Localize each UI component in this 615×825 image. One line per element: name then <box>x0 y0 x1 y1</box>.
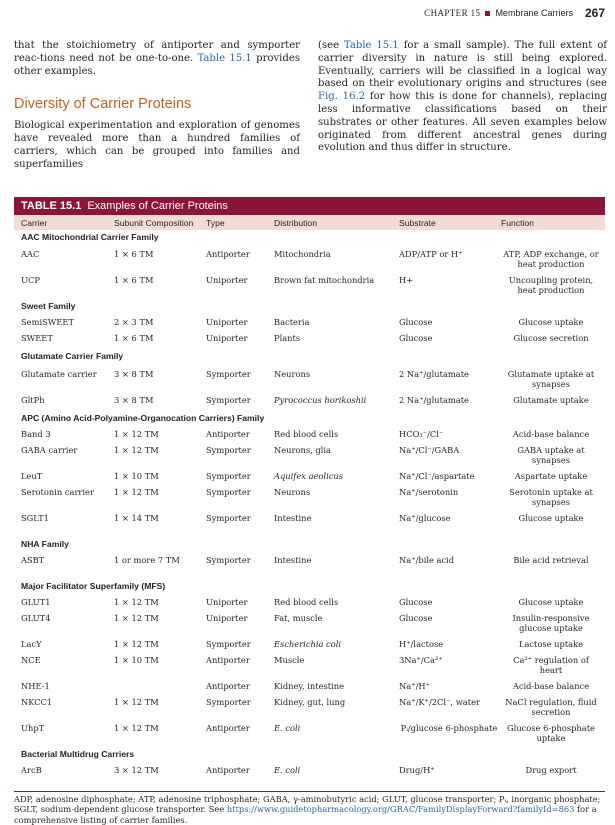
table-cell: Glucose <box>399 597 433 607</box>
right-column <box>318 40 607 155</box>
table-cell: Mitochondria <box>274 249 331 259</box>
table-cell: LeuT <box>21 471 43 481</box>
table-cell: Kidney, gut, lung <box>274 697 346 707</box>
table-cell: H⁺/lactose <box>399 639 444 649</box>
table-cell: 2 × 3 TM <box>114 317 154 327</box>
table-cell: Band 3 <box>21 429 51 439</box>
table-cell: Pyrococcus horikoshii <box>274 395 367 405</box>
table-cell: Glutamate uptake at synapses <box>507 369 595 390</box>
table-cell: Uniporter <box>206 317 248 327</box>
table-cell: 1 × 12 TM <box>114 639 159 649</box>
table-cell: 2 Na⁺/glutamate <box>399 369 469 379</box>
table-number: TABLE 15.1 <box>21 200 82 212</box>
table-cell: Symporter <box>206 395 251 405</box>
footnote-link[interactable]: https://www.guidetopharmacology.org/GRAC/FamilyDisplayForward?familyId=863 <box>226 804 575 815</box>
table-body <box>14 230 605 785</box>
square-bullet-icon <box>485 11 490 16</box>
family-heading: NHA Family <box>21 539 69 549</box>
table-cell: Symporter <box>206 513 251 523</box>
table-footnote <box>14 794 605 825</box>
table-cell: Na⁺/Cl⁻/aspartate <box>399 471 475 481</box>
table-cell: E. coli <box>274 723 301 733</box>
table-cell: Drug export <box>525 765 577 775</box>
table-cell: Plants <box>274 333 301 343</box>
section-heading: Diversity of Carrier Proteins <box>14 96 192 113</box>
table-cell: Na⁺/K⁺/2Cl⁻, water <box>399 697 480 707</box>
footnote-text: ADP, adenosine diphosphate; ATP, adenosine triphosphate; GABA, γ-aminobutyric acid; GLUT, glucose transporter; Pᵢ, inorganic phosphate; SGLT, sodium-dependent glucose transporter. See <box>14 794 601 815</box>
table-cell: H+ <box>399 275 414 285</box>
table-cell: Aquifex aeolicus <box>274 471 344 481</box>
table-cell: Na⁺/glucose <box>399 513 451 523</box>
table-cell: NaCl regulation, fluid secretion <box>505 697 597 718</box>
table-cell: 3 × 8 TM <box>114 369 154 379</box>
text-run: (see <box>318 40 344 51</box>
table-cell: Uniporter <box>206 333 248 343</box>
table-cell: Bile acid retrieval <box>513 555 589 565</box>
table-cell: Glucose secretion <box>513 333 589 343</box>
table-cell: NCE <box>21 655 41 665</box>
table-cell: Glucose uptake <box>518 597 584 607</box>
table-bottom-rule <box>14 791 605 792</box>
table-cell: Antiporter <box>206 655 250 665</box>
family-heading: Glutamate Carrier Family <box>21 351 124 361</box>
table-cell: Red blood cells <box>274 429 339 439</box>
table-cell: Na⁺/Cl⁻/GABA <box>399 445 460 455</box>
table-cell: SWEET <box>21 333 53 343</box>
table-cell: Antiporter <box>206 765 250 775</box>
table-cell: Bacteria <box>274 317 310 327</box>
table-cell: NHE-1 <box>21 681 50 691</box>
body-paragraph: Biological experimentation and exploration of genomes have revealed more than a hundred families of carriers, which can be grouped into families and superfamilies <box>14 120 300 170</box>
table-cell: Intestine <box>274 513 312 523</box>
figure-link[interactable]: Fig. 16.2 <box>318 91 366 103</box>
column-header: Distribution <box>274 218 317 228</box>
table-cell: 1 × 12 TM <box>114 723 159 733</box>
table-cell: UhpT <box>21 723 45 733</box>
table-cell: Lactose uptake <box>518 639 584 649</box>
table-cell: GltPh <box>21 395 45 405</box>
table-cell: Ca²⁺ regulation of heart <box>513 655 589 676</box>
page-number: 267 <box>584 6 605 20</box>
table-cell: Aspartate uptake <box>514 471 588 481</box>
family-heading: Bacterial Multidrug Carriers <box>21 749 135 759</box>
running-header <box>424 6 605 20</box>
table-cell: Uniporter <box>206 613 248 623</box>
table-cell: 1 × 10 TM <box>114 471 159 481</box>
table-cell: Muscle <box>274 655 305 665</box>
table-cell: Antiporter <box>206 723 250 733</box>
table-cell: LacY <box>21 639 42 649</box>
table-cell: ATP, ADP exchange, or heat production <box>503 249 599 270</box>
table-cell: Serotonin uptake at synapses <box>509 487 593 508</box>
table-cell: Neurons <box>274 487 311 497</box>
table-cell: Uncoupling protein, heat production <box>508 275 594 296</box>
text-run: tions need not be one-to-one. <box>39 52 198 64</box>
table-cell: UCP <box>21 275 40 285</box>
table-cell: GABA uptake at synapses <box>517 445 585 466</box>
table-cell: 1 × 6 TM <box>114 333 154 343</box>
table-cell: 1 × 12 TM <box>114 597 159 607</box>
table-cell: Neurons <box>274 369 311 379</box>
table-cell: Symporter <box>206 487 251 497</box>
table-cell: Na⁺/bile acid <box>399 555 455 565</box>
table-cell: Glucose <box>399 317 433 327</box>
footnote-text: for a comprehensive listing of carrier families. <box>14 804 597 825</box>
table-cell: 1 × 14 TM <box>114 513 159 523</box>
table-cell: Symporter <box>206 555 251 565</box>
table-cell: Glutamate uptake <box>513 395 589 405</box>
table-cell: Symporter <box>206 697 251 707</box>
table-link[interactable]: Table 15.1 <box>343 40 399 51</box>
table-cell: E. coli <box>274 765 301 775</box>
family-heading: APC (Amino Acid-Polyamine-Organocation Carriers) Family <box>21 413 265 423</box>
table-cell: 3 × 12 TM <box>114 765 159 775</box>
table-cell: SemiSWEET <box>21 317 74 327</box>
table-cell: 3 × 8 TM <box>114 395 154 405</box>
table-cell: Antiporter <box>206 429 250 439</box>
table-cell: Pᵢ/glucose 6-phosphate <box>400 723 498 733</box>
table-cell: Serotonin carrier <box>21 487 94 497</box>
table-cell: ASBT <box>21 555 45 565</box>
body-paragraph <box>318 40 607 155</box>
table-cell: SGLT1 <box>21 513 49 523</box>
table-cell: Na⁺/serotonin <box>399 487 459 497</box>
intro-paragraph <box>14 40 300 78</box>
table-cell: 1 × 12 TM <box>114 445 159 455</box>
table-cell: Antiporter <box>206 681 250 691</box>
table-cell: 1 × 12 TM <box>114 487 159 497</box>
table-cell: GLUT1 <box>21 597 51 607</box>
table-cell: Fat, muscle <box>274 613 323 623</box>
text-run: provides other examples. <box>14 52 301 77</box>
table-cell: NKCC1 <box>21 697 53 707</box>
table-cell: Brown fat mitochondria <box>274 275 375 285</box>
table-header-row <box>14 215 605 230</box>
table-cell: Glucose uptake <box>518 317 584 327</box>
table-cell: ADP/ATP or H⁺ <box>399 249 463 259</box>
table-cell: ArcB <box>21 765 42 775</box>
text-run: for a small sample). The full extent of carrier diversity in nature is still being explored. Eventually, carriers will be classified in a logical way based on their evolutionary origins and structures (see <box>318 40 608 90</box>
table-cell: Uniporter <box>206 597 248 607</box>
left-column <box>14 40 300 171</box>
table-cell: Glucose 6-phosphate uptake <box>507 723 595 744</box>
table-cell: HCO₃⁻/Cl⁻ <box>399 429 444 439</box>
text-run: that the stoichiometry of antiporter and symporter reac- <box>14 40 300 64</box>
table-link[interactable]: Table 15.1 <box>197 52 252 64</box>
table-cell: Red blood cells <box>274 597 339 607</box>
table-cell: Symporter <box>206 471 251 481</box>
table-cell: 1 × 12 TM <box>114 613 159 623</box>
table-cell: Intestine <box>274 555 312 565</box>
carrier-table <box>14 197 605 785</box>
table-cell: Kidney, intestine <box>274 681 345 691</box>
column-header: Substrate <box>399 218 436 228</box>
table-cell: GLUT4 <box>21 613 51 623</box>
text-run: for how this is done for channels), replacing less informative classifications based on their substrates or other features. All seven examples below originated from different ancestral genes during evolution and thus differ in structure. <box>318 91 607 154</box>
column-header: Function <box>501 218 534 228</box>
table-cell: 1 × 12 TM <box>114 697 159 707</box>
table-cell: Glutamate carrier <box>21 369 97 379</box>
table-cell: 1 × 12 TM <box>114 429 159 439</box>
table-cell: Symporter <box>206 639 251 649</box>
table-title: Examples of Carrier Proteins <box>87 200 228 212</box>
table-cell: 3Na⁺/Ca²⁺ <box>399 655 443 665</box>
family-heading: Major Facilitator Superfamily (MFS) <box>21 581 166 591</box>
table-cell: Drug/H⁺ <box>399 765 435 775</box>
family-heading: Sweet Family <box>21 301 76 311</box>
table-cell: Symporter <box>206 369 251 379</box>
table-cell: Neurons, glia <box>274 445 331 455</box>
table-cell: 1 × 6 TM <box>114 249 154 259</box>
table-cell: Acid-base balance <box>512 681 590 691</box>
table-cell: Antiporter <box>206 249 250 259</box>
section-label: Membrane Carriers <box>495 8 573 18</box>
column-header: Type <box>206 218 225 228</box>
table-cell: Insulin-responsive glucose uptake <box>512 613 590 634</box>
table-cell: AAC <box>21 249 40 259</box>
table-title-bar <box>14 197 605 215</box>
table-cell: Glucose <box>399 613 433 623</box>
table-cell: Symporter <box>206 445 251 455</box>
family-heading: AAC Mitochondrial Carrier Family <box>21 232 159 242</box>
table-cell: Glucose <box>399 333 433 343</box>
table-cell: Glucose uptake <box>518 513 584 523</box>
table-cell: Na⁺/H⁺ <box>399 681 430 691</box>
table-cell: Escherichia coli <box>274 639 342 649</box>
chapter-label: CHAPTER 15 <box>424 8 481 18</box>
table-cell: Uniporter <box>206 275 248 285</box>
column-header: Carrier <box>21 218 48 228</box>
table-cell: 1 × 10 TM <box>114 655 159 665</box>
table-cell: Acid-base balance <box>512 429 590 439</box>
table-cell: 2 Na⁺/glutamate <box>399 395 469 405</box>
column-header: Subunit Composition <box>114 218 194 228</box>
table-cell: 1 × 6 TM <box>114 275 154 285</box>
table-cell: GABA carrier <box>21 445 78 455</box>
table-cell: 1 or more 7 TM <box>114 555 180 565</box>
